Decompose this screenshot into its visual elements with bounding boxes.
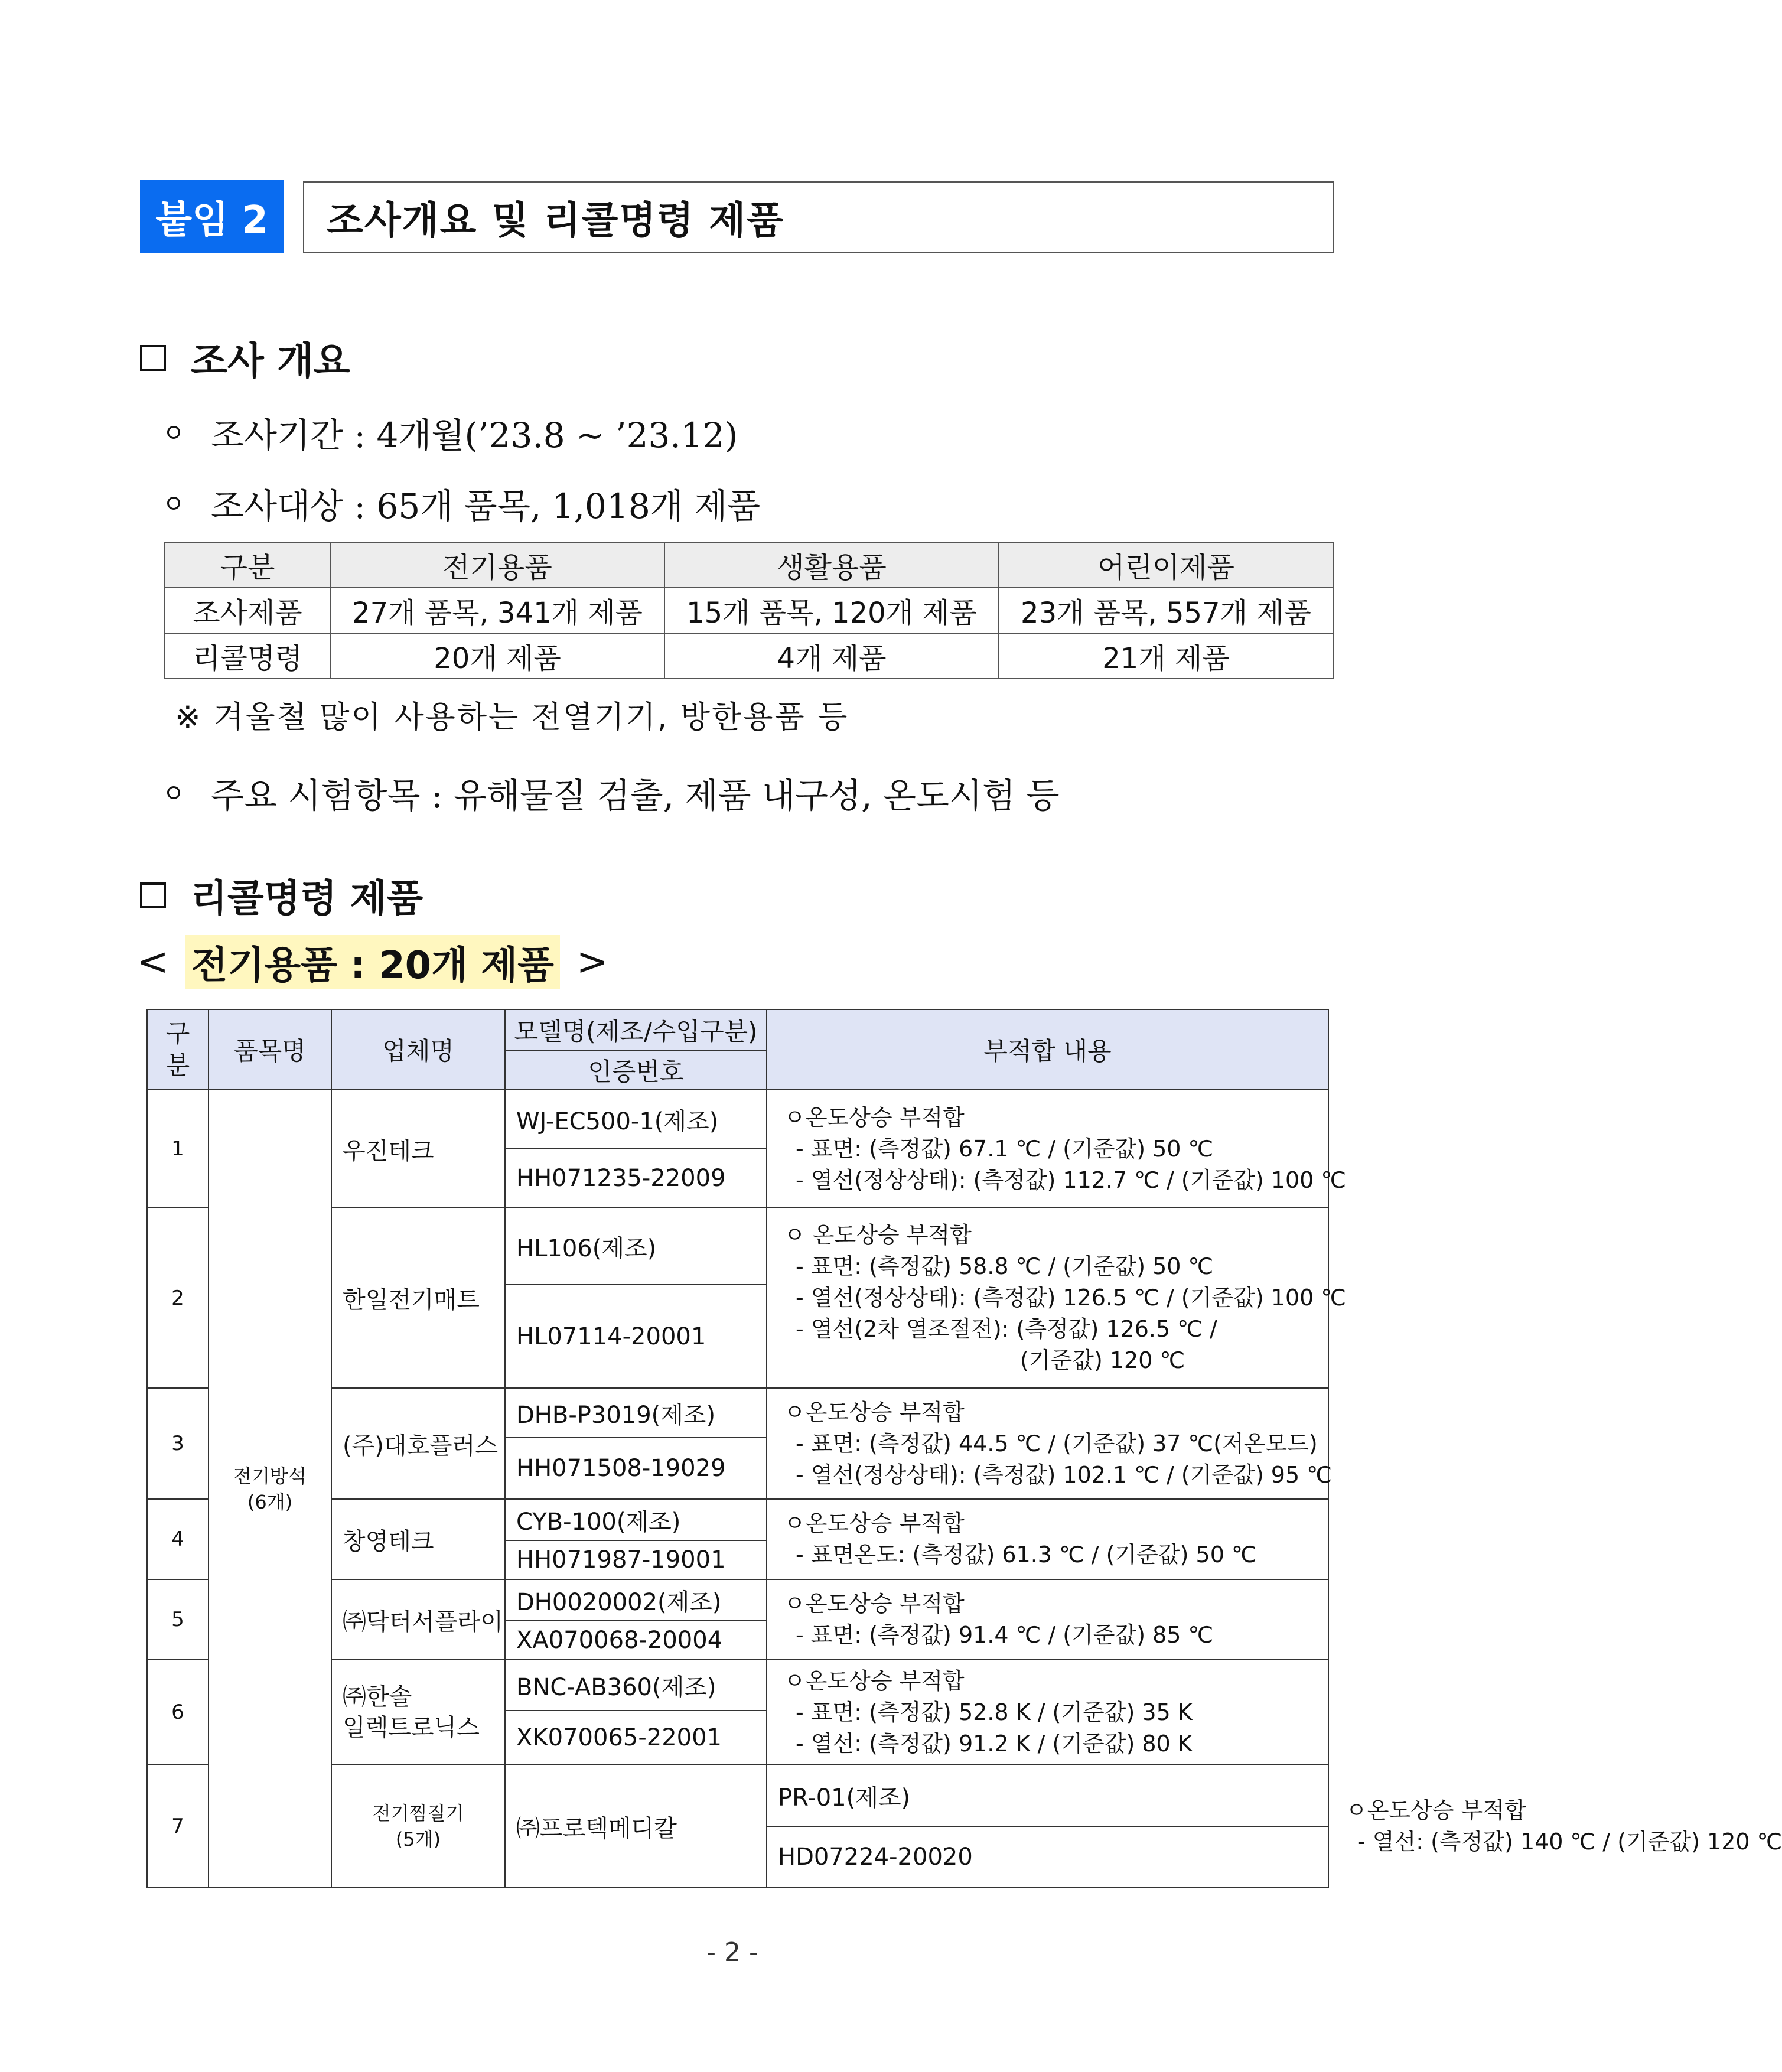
ring-bullet-icon xyxy=(167,426,180,439)
row-number: 4 xyxy=(147,1499,209,1579)
item-category: 전기찜질기 (5개) xyxy=(331,1765,505,1888)
summary-cell: 15개 품목, 120개 제품 xyxy=(664,588,999,633)
period-text: 조사기간 : 4개월(’23.8 ~ ’23.12) xyxy=(211,415,738,455)
section-overview-heading xyxy=(140,331,350,385)
detail-header-row xyxy=(147,1009,1328,1051)
defect-line: ㅇ온도상승 부적합 xyxy=(784,1591,965,1617)
company-name: ㈜프로텍메디칼 xyxy=(505,1765,767,1888)
col-header-company: 업체명 xyxy=(331,1009,505,1090)
cert-number: XA070068-20004 xyxy=(505,1621,767,1660)
model-name: WJ-EC500-1(제조) xyxy=(505,1090,767,1149)
defect-line: - 표면: (측정값) 67.1 ℃ / (기준값) 50 ℃ xyxy=(796,1135,1214,1162)
tests-text: 주요 시험항목 : 유해물질 검출, 제품 내구성, 온도시험 등 xyxy=(211,776,1060,816)
target-text: 조사대상 : 65개 품목, 1,018개 제품 xyxy=(211,486,761,526)
row-number: 2 xyxy=(147,1208,209,1388)
checkbox-square-icon xyxy=(140,882,166,908)
defect-line: - 표면: (측정값) 58.8 ℃ / (기준값) 50 ℃ xyxy=(796,1253,1214,1279)
company-name: ㈜닥터서플라이 xyxy=(331,1579,505,1660)
defect-line: - 열선(정상상태): (측정값) 112.7 ℃ / (기준값) 100 ℃ xyxy=(796,1167,1347,1193)
table-row xyxy=(147,1090,1328,1149)
company-name: 우진테크 xyxy=(331,1090,505,1208)
row-number: 3 xyxy=(147,1388,209,1499)
table-row: 7 전기찜질기 (5개) ㈜프로텍메디칼 PR-01(제조) ㅇ온도상승 부적합 - 열선: (측정값) 140 ℃ / (기준값) 120 ℃ xyxy=(147,1765,1328,1826)
summary-cell: 20개 제품 xyxy=(330,633,664,679)
defect-line: - 표면온도: (측정값) 61.3 ℃ / (기준값) 50 ℃ xyxy=(796,1542,1257,1568)
summary-cell: 리콜명령 xyxy=(165,633,330,679)
summary-header-cell: 전기용품 xyxy=(330,542,664,588)
note-text: ※ 겨울철 많이 사용하는 전열기기, 방한용품 등 xyxy=(175,700,849,735)
document-title: 조사개요 및 리콜명령 제품 xyxy=(303,181,1334,253)
summary-header-row xyxy=(165,542,1333,588)
summary-row xyxy=(165,633,1333,679)
summary-cell: 23개 품목, 557개 제품 xyxy=(999,588,1333,633)
summary-cell: 조사제품 xyxy=(165,588,330,633)
defect-line: (기준값) 120 ℃ xyxy=(1020,1347,1185,1373)
defect-line: - 열선(2차 열조절전): (측정값) 126.5 ℃ / xyxy=(796,1316,1217,1342)
checkbox-square-icon xyxy=(140,345,166,371)
model-name: PR-01(제조) xyxy=(767,1765,1328,1826)
defect-line: - 표면: (측정값) 44.5 ℃ / (기준값) 37 ℃(저온모드) xyxy=(796,1430,1318,1457)
summary-cell: 27개 품목, 341개 제품 xyxy=(330,588,664,633)
ring-bullet-icon xyxy=(167,786,180,799)
section-overview-label: 조사 개요 xyxy=(191,340,350,383)
defect-detail xyxy=(767,1660,1328,1765)
company-name: 창영테크 xyxy=(331,1499,505,1579)
defect-line: - 열선(정상상태): (측정값) 102.1 ℃ / (기준값) 95 ℃ xyxy=(796,1461,1332,1488)
row-number: 6 xyxy=(147,1660,209,1765)
col-header-model: 모델명(제조/수입구분) xyxy=(505,1009,767,1051)
defect-line: - 표면: (측정값) 91.4 ℃ / (기준값) 85 ℃ xyxy=(796,1622,1214,1648)
model-name: HL106(제조) xyxy=(505,1208,767,1285)
defect-line: ㅇ온도상승 부적합 xyxy=(784,1510,965,1536)
model-name: DH0020002(제조) xyxy=(505,1579,767,1621)
company-name: (주)대호플러스 xyxy=(331,1388,505,1499)
recall-subheading xyxy=(137,935,608,989)
defect-detail xyxy=(767,1388,1332,1499)
row-number: 1 xyxy=(147,1090,209,1208)
bullet-tests xyxy=(167,768,1060,817)
item-category: 전기방석 (6개) xyxy=(209,1090,331,1888)
model-name: BNC-AB360(제조) xyxy=(505,1660,767,1711)
defect-line: ㅇ온도상승 부적합 xyxy=(784,1104,965,1131)
model-name: DHB-P3019(제조) xyxy=(505,1388,767,1438)
cert-number: XK070065-22001 xyxy=(505,1711,767,1765)
summary-header-cell: 어린이제품 xyxy=(999,542,1333,588)
page-number: - 2 - xyxy=(706,1937,758,1967)
left-angle-bracket: < xyxy=(137,940,169,984)
section-recall-heading xyxy=(140,868,423,923)
row-number: 5 xyxy=(147,1579,209,1660)
summary-header-cell: 구분 xyxy=(165,542,330,588)
right-angle-bracket: > xyxy=(576,940,608,984)
col-header-item: 품목명 xyxy=(209,1009,331,1090)
summary-row xyxy=(165,588,1333,633)
defect-detail xyxy=(767,1499,1328,1579)
defect-line: ㅇ온도상승 부적합 xyxy=(784,1399,965,1425)
defect-detail xyxy=(767,1579,1328,1660)
col-header-cert: 인증번호 xyxy=(505,1051,767,1090)
cert-number: HL07114-20001 xyxy=(505,1285,767,1388)
defect-line: - 열선(정상상태): (측정값) 126.5 ℃ / (기준값) 100 ℃ xyxy=(796,1285,1347,1311)
cert-number: HH071235-22009 xyxy=(505,1149,767,1208)
recall-subheading-text: 전기용품 : 20개 제품 xyxy=(185,935,560,989)
summary-cell: 21개 제품 xyxy=(999,633,1333,679)
defect-line: ㅇ 온도상승 부적합 xyxy=(784,1222,972,1248)
col-header-defect: 부적합 내용 xyxy=(767,1009,1328,1090)
cert-number: HH071508-19029 xyxy=(505,1438,767,1499)
ring-bullet-icon xyxy=(167,497,180,510)
summary-table xyxy=(164,542,1334,679)
company-name: ㈜한솔 일렉트로닉스 xyxy=(331,1660,505,1765)
attachment-badge: 붙임 2 xyxy=(140,180,284,253)
section-recall-label: 리콜명령 제품 xyxy=(191,877,423,921)
defect-line: - 열선: (측정값) 91.2 K / (기준값) 80 K xyxy=(796,1730,1193,1757)
defect-line: ㅇ온도상승 부적합 xyxy=(784,1667,965,1694)
col-header-no: 구 분 xyxy=(147,1009,209,1090)
row-number: 7 xyxy=(147,1765,209,1888)
cert-number: HD07224-20020 xyxy=(767,1826,1328,1888)
summary-cell: 4개 제품 xyxy=(664,633,999,679)
company-name: 한일전기매트 xyxy=(331,1208,505,1388)
summary-header-cell: 생활용품 xyxy=(664,542,999,588)
bullet-target xyxy=(167,478,760,528)
defect-line: - 표면: (측정값) 52.8 K / (기준값) 35 K xyxy=(796,1699,1193,1725)
bullet-period xyxy=(167,408,738,457)
model-name: CYB-100(제조) xyxy=(505,1499,767,1540)
cert-number: HH071987-19001 xyxy=(505,1540,767,1579)
defect-line: - 열선: (측정값) 140 ℃ / (기준값) 120 ℃ xyxy=(1357,1829,1782,1855)
defect-detail xyxy=(767,1090,1347,1208)
recall-detail-table xyxy=(146,1009,1782,1888)
defect-detail xyxy=(767,1208,1347,1388)
